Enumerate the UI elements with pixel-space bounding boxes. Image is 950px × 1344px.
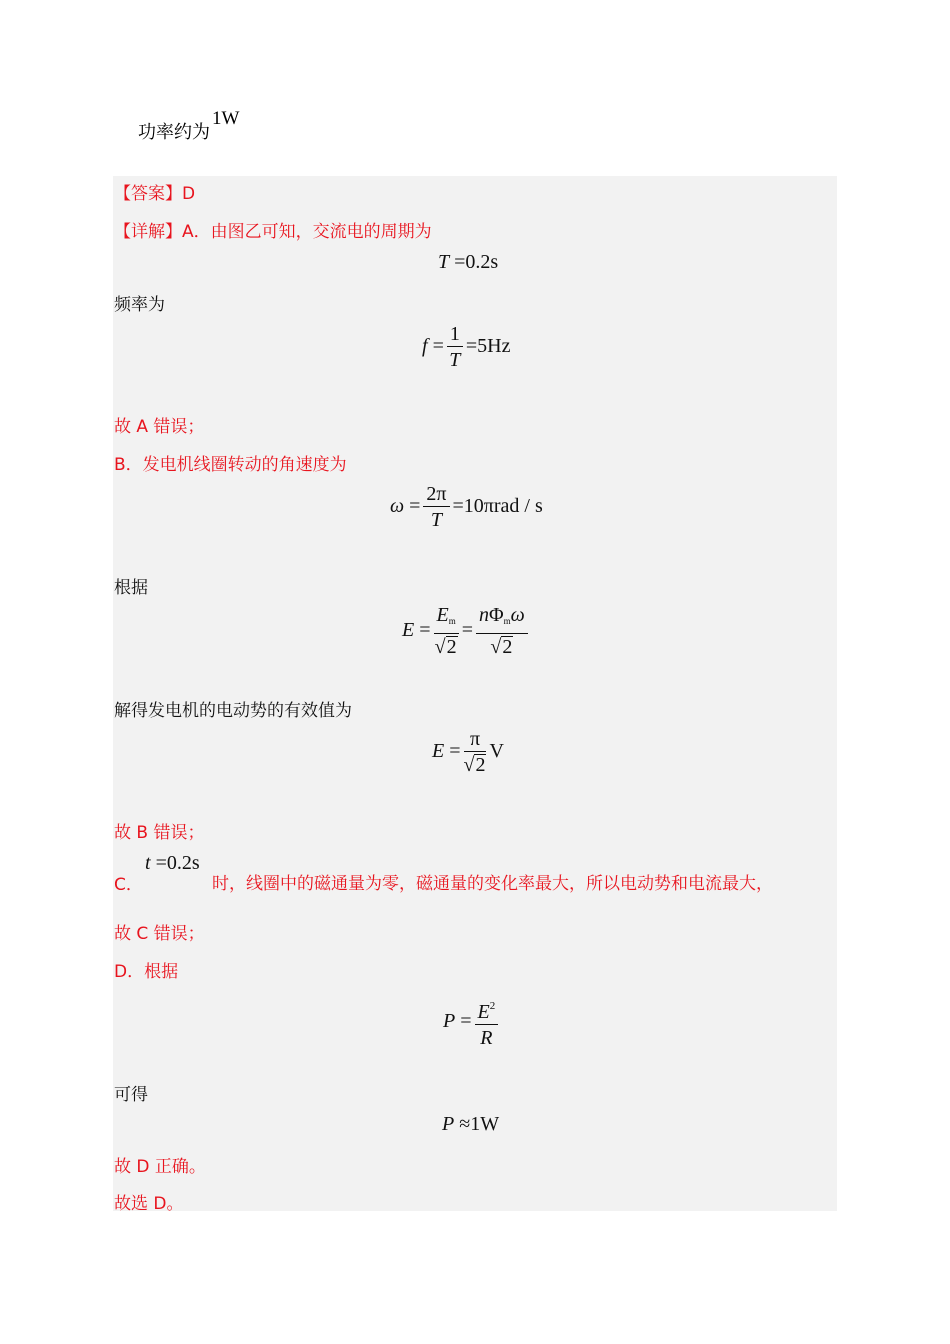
- equation-effective-emf: [432, 727, 504, 778]
- frequency-label: 频率为: [114, 295, 165, 315]
- equation-frequency: [422, 322, 510, 373]
- solve-line: 解得发电机的电动势的有效值为: [114, 701, 352, 721]
- frequency-value: =5Hz: [465, 335, 511, 358]
- d-correct-line: 故 D 正确。: [114, 1157, 206, 1177]
- fraction-denominator: [476, 634, 528, 660]
- fraction-numerator: [475, 994, 499, 1025]
- equals-sign: =: [455, 1010, 472, 1033]
- equals-sign: =: [414, 619, 431, 642]
- power-text: 功率约为: [138, 122, 210, 143]
- omega-symbol: ω: [510, 604, 525, 626]
- b-wrong-line: 故 B 错误；: [114, 823, 205, 843]
- time-symbol: t: [145, 852, 151, 874]
- equation-power: [443, 994, 501, 1051]
- equation-emf: [402, 603, 531, 660]
- fraction: [423, 482, 449, 533]
- emf-symbol: E: [432, 740, 445, 763]
- emf-max-symbol: E: [436, 604, 449, 626]
- omega-symbol: ω: [390, 495, 405, 518]
- detail-prefix: 【详解】: [114, 222, 182, 242]
- fraction-denominator: T: [449, 349, 461, 371]
- fraction-denominator: [464, 752, 487, 778]
- c-text-line: 时，线圈中的磁通量为零，磁通量的变化率最大，所以电动势和电流最大，: [212, 874, 773, 894]
- emf-symbol: E: [402, 619, 415, 642]
- power-value: 1W: [212, 108, 240, 129]
- fraction: [476, 603, 528, 660]
- period-value: =0.2s: [449, 251, 499, 273]
- fraction-denominator: T: [430, 509, 443, 531]
- volt-unit: V: [489, 740, 504, 763]
- fraction: [475, 994, 499, 1051]
- time-value: =0.2s: [150, 852, 200, 874]
- superscript: 2: [489, 1000, 496, 1012]
- detail-a-line: [114, 217, 432, 242]
- fraction-numerator: 1: [447, 322, 463, 347]
- power-symbol: P: [443, 1010, 456, 1033]
- power-symbol: P: [442, 1113, 455, 1135]
- flux-symbol: Φ: [489, 604, 504, 626]
- fraction-numerator: [434, 603, 459, 634]
- sqrt-icon: √2: [490, 636, 513, 658]
- equals-sign: =: [427, 335, 444, 358]
- equation-period: [438, 251, 498, 274]
- radicand: 2: [502, 636, 513, 658]
- equation-power-result: [442, 1113, 499, 1136]
- sqrt-icon: √2: [463, 754, 486, 776]
- equals-sign: =: [404, 495, 421, 518]
- equals-sign: =: [461, 619, 474, 642]
- fraction: [447, 322, 463, 373]
- c-prefix: C．: [114, 875, 143, 895]
- emf-symbol: E: [477, 1001, 490, 1023]
- fraction: [464, 727, 487, 778]
- previous-option-text: [138, 108, 240, 144]
- b-text-line: B．发电机线圈转动的角速度为: [114, 455, 347, 475]
- subscript: m: [503, 616, 511, 626]
- c-equation: [145, 852, 200, 875]
- a-wrong-line: 故 A 错误；: [114, 417, 205, 437]
- fraction-denominator: [434, 634, 459, 660]
- d-text-line: D．根据: [114, 962, 179, 982]
- fraction-numerator: π: [464, 727, 487, 752]
- equation-omega: [390, 482, 543, 533]
- subscript: m: [448, 616, 456, 626]
- answer-line: 【答案】D: [114, 184, 196, 204]
- fraction-denominator: R: [480, 1027, 493, 1049]
- turns-symbol: n: [479, 604, 490, 626]
- period-symbol: T: [438, 251, 450, 273]
- fraction: [434, 603, 459, 660]
- obtain-label: 可得: [114, 1085, 148, 1105]
- omega-value: =10πrad / s: [452, 495, 543, 518]
- final-answer-line: 故选 D。: [114, 1194, 184, 1214]
- fraction-numerator: 2π: [423, 482, 449, 507]
- power-result-value: ≈1W: [454, 1113, 500, 1135]
- detail-a-text: A．由图乙可知，交流电的周期为: [182, 222, 432, 242]
- basis-label: 根据: [114, 578, 148, 598]
- fraction-numerator: [476, 603, 528, 634]
- c-wrong-line: 故 C 错误；: [114, 924, 205, 944]
- sqrt-icon: √2: [434, 636, 457, 658]
- radicand: 2: [446, 636, 457, 658]
- radicand: 2: [475, 754, 486, 776]
- frequency-symbol: f: [422, 335, 428, 358]
- equals-sign: =: [444, 740, 461, 763]
